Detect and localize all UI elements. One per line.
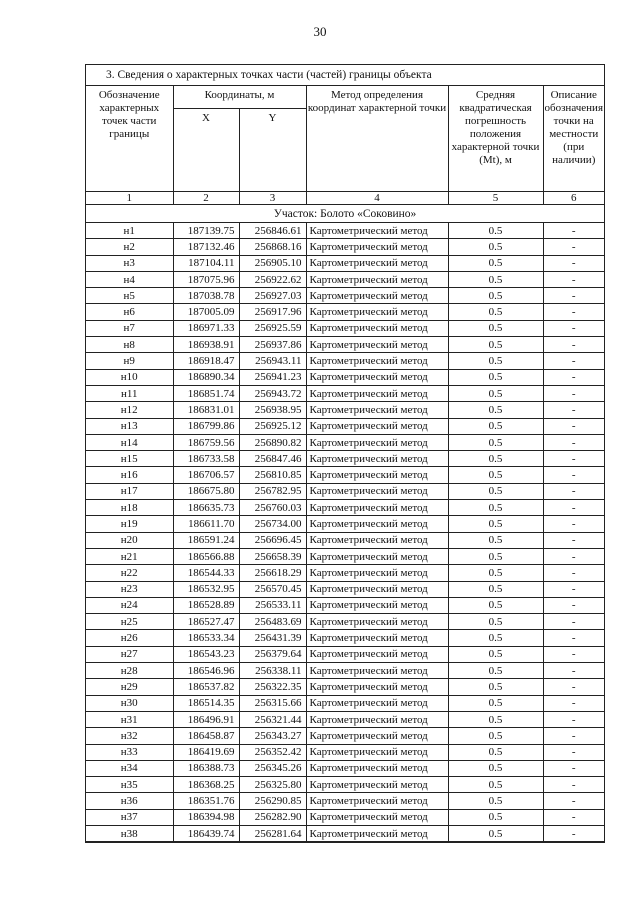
accuracy-cell: 0.5 bbox=[448, 304, 543, 320]
point-id-cell: н11 bbox=[86, 385, 173, 401]
coord-x-cell: 186419.69 bbox=[173, 744, 239, 760]
accuracy-cell: 0.5 bbox=[448, 614, 543, 630]
coord-y-cell: 256338.11 bbox=[239, 663, 306, 679]
point-id-cell: н8 bbox=[86, 337, 173, 353]
table-row bbox=[86, 663, 604, 679]
section-title: 3. Сведения о характерных точках части (частей) границы объекта bbox=[86, 65, 604, 86]
description-cell: - bbox=[543, 793, 604, 809]
accuracy-cell: 0.5 bbox=[448, 744, 543, 760]
accuracy-cell: 0.5 bbox=[448, 500, 543, 516]
point-id-cell: н36 bbox=[86, 793, 173, 809]
method-cell: Картометрический метод bbox=[306, 581, 448, 597]
header-coords: Координаты, м bbox=[173, 86, 306, 108]
point-id-cell: н12 bbox=[86, 402, 173, 418]
method-cell: Картометрический метод bbox=[306, 630, 448, 646]
method-cell: Картометрический метод bbox=[306, 223, 448, 239]
coord-x-cell: 186851.74 bbox=[173, 385, 239, 401]
method-cell: Картометрический метод bbox=[306, 434, 448, 450]
table-row bbox=[86, 695, 604, 711]
method-cell: Картометрический метод bbox=[306, 500, 448, 516]
point-id-cell: н10 bbox=[86, 369, 173, 385]
table-row bbox=[86, 565, 604, 581]
table-row bbox=[86, 288, 604, 304]
coord-x-cell: 186458.87 bbox=[173, 728, 239, 744]
table-row bbox=[86, 223, 604, 239]
header-x: X bbox=[173, 108, 239, 191]
accuracy-cell: 0.5 bbox=[448, 679, 543, 695]
method-cell: Картометрический метод bbox=[306, 728, 448, 744]
point-id-cell: н32 bbox=[86, 728, 173, 744]
description-cell: - bbox=[543, 402, 604, 418]
coord-y-cell: 256315.66 bbox=[239, 695, 306, 711]
boundary-points-section bbox=[85, 64, 605, 843]
coord-y-cell: 256938.95 bbox=[239, 402, 306, 418]
description-cell: - bbox=[543, 630, 604, 646]
point-id-cell: н17 bbox=[86, 483, 173, 499]
coord-x-cell: 186527.47 bbox=[173, 614, 239, 630]
coord-x-cell: 187132.46 bbox=[173, 239, 239, 255]
table-row bbox=[86, 744, 604, 760]
description-cell: - bbox=[543, 467, 604, 483]
table-row bbox=[86, 434, 604, 450]
description-cell: - bbox=[543, 728, 604, 744]
coord-y-cell: 256941.23 bbox=[239, 369, 306, 385]
coord-y-cell: 256281.64 bbox=[239, 825, 306, 841]
column-number: 3 bbox=[239, 192, 306, 205]
coord-y-cell: 256917.96 bbox=[239, 304, 306, 320]
point-id-cell: н31 bbox=[86, 711, 173, 727]
method-cell: Картометрический метод bbox=[306, 825, 448, 841]
coord-x-cell: 186394.98 bbox=[173, 809, 239, 825]
header-accuracy: Средняя квадратическая погрешность положения характерной точки (Mt), м bbox=[448, 86, 543, 192]
coord-x-cell: 187038.78 bbox=[173, 288, 239, 304]
description-cell: - bbox=[543, 760, 604, 776]
table-row bbox=[86, 255, 604, 271]
description-cell: - bbox=[543, 385, 604, 401]
coord-y-cell: 256847.46 bbox=[239, 451, 306, 467]
accuracy-cell: 0.5 bbox=[448, 402, 543, 418]
header-method: Метод определения координат характерной точки bbox=[306, 86, 448, 192]
point-id-cell: н18 bbox=[86, 500, 173, 516]
point-id-cell: н20 bbox=[86, 532, 173, 548]
coord-y-cell: 256937.86 bbox=[239, 337, 306, 353]
description-cell: - bbox=[543, 271, 604, 287]
coord-x-cell: 186566.88 bbox=[173, 548, 239, 564]
method-cell: Картометрический метод bbox=[306, 793, 448, 809]
description-cell: - bbox=[543, 825, 604, 841]
coord-x-cell: 186675.80 bbox=[173, 483, 239, 499]
coord-x-cell: 186799.86 bbox=[173, 418, 239, 434]
coord-y-cell: 256734.00 bbox=[239, 516, 306, 532]
accuracy-cell: 0.5 bbox=[448, 777, 543, 793]
coord-x-cell: 186537.82 bbox=[173, 679, 239, 695]
coord-y-cell: 256905.10 bbox=[239, 255, 306, 271]
coord-y-cell: 256943.11 bbox=[239, 353, 306, 369]
accuracy-cell: 0.5 bbox=[448, 418, 543, 434]
accuracy-cell: 0.5 bbox=[448, 597, 543, 613]
table-row bbox=[86, 793, 604, 809]
coord-y-cell: 256533.11 bbox=[239, 597, 306, 613]
coord-x-cell: 186635.73 bbox=[173, 500, 239, 516]
coord-x-cell: 186532.95 bbox=[173, 581, 239, 597]
coord-x-cell: 187005.09 bbox=[173, 304, 239, 320]
point-id-cell: н16 bbox=[86, 467, 173, 483]
table-row bbox=[86, 728, 604, 744]
coord-x-cell: 186706.57 bbox=[173, 467, 239, 483]
coord-y-cell: 256890.82 bbox=[239, 434, 306, 450]
method-cell: Картометрический метод bbox=[306, 777, 448, 793]
coord-x-cell: 186591.24 bbox=[173, 532, 239, 548]
method-cell: Картометрический метод bbox=[306, 663, 448, 679]
accuracy-cell: 0.5 bbox=[448, 353, 543, 369]
method-cell: Картометрический метод bbox=[306, 711, 448, 727]
coord-y-cell: 256290.85 bbox=[239, 793, 306, 809]
description-cell: - bbox=[543, 809, 604, 825]
accuracy-cell: 0.5 bbox=[448, 467, 543, 483]
coord-x-cell: 186528.89 bbox=[173, 597, 239, 613]
column-number: 5 bbox=[448, 192, 543, 205]
table-row bbox=[86, 402, 604, 418]
description-cell: - bbox=[543, 744, 604, 760]
table-row bbox=[86, 548, 604, 564]
table-row bbox=[86, 760, 604, 776]
point-id-cell: н34 bbox=[86, 760, 173, 776]
accuracy-cell: 0.5 bbox=[448, 239, 543, 255]
coord-x-cell: 186938.91 bbox=[173, 337, 239, 353]
method-cell: Картометрический метод bbox=[306, 337, 448, 353]
method-cell: Картометрический метод bbox=[306, 271, 448, 287]
coord-y-cell: 256321.44 bbox=[239, 711, 306, 727]
accuracy-cell: 0.5 bbox=[448, 825, 543, 841]
table-row bbox=[86, 337, 604, 353]
accuracy-cell: 0.5 bbox=[448, 793, 543, 809]
coord-y-cell: 256343.27 bbox=[239, 728, 306, 744]
description-cell: - bbox=[543, 711, 604, 727]
accuracy-cell: 0.5 bbox=[448, 288, 543, 304]
accuracy-cell: 0.5 bbox=[448, 255, 543, 271]
coord-y-cell: 256379.64 bbox=[239, 646, 306, 662]
table-row bbox=[86, 614, 604, 630]
coord-y-cell: 256658.39 bbox=[239, 548, 306, 564]
table-row bbox=[86, 711, 604, 727]
description-cell: - bbox=[543, 304, 604, 320]
coord-y-cell: 256570.45 bbox=[239, 581, 306, 597]
method-cell: Картометрический метод bbox=[306, 679, 448, 695]
method-cell: Картометрический метод bbox=[306, 288, 448, 304]
accuracy-cell: 0.5 bbox=[448, 565, 543, 581]
method-cell: Картометрический метод bbox=[306, 548, 448, 564]
description-cell: - bbox=[543, 255, 604, 271]
method-cell: Картометрический метод bbox=[306, 760, 448, 776]
description-cell: - bbox=[543, 483, 604, 499]
method-cell: Картометрический метод bbox=[306, 402, 448, 418]
description-cell: - bbox=[543, 695, 604, 711]
table-row bbox=[86, 581, 604, 597]
coord-y-cell: 256325.80 bbox=[239, 777, 306, 793]
point-id-cell: н13 bbox=[86, 418, 173, 434]
table-row bbox=[86, 516, 604, 532]
accuracy-cell: 0.5 bbox=[448, 663, 543, 679]
accuracy-cell: 0.5 bbox=[448, 451, 543, 467]
header-point: Обозначение характерных точек части границы bbox=[86, 86, 173, 192]
point-id-cell: н30 bbox=[86, 695, 173, 711]
coord-y-cell: 256345.26 bbox=[239, 760, 306, 776]
coord-y-cell: 256868.16 bbox=[239, 239, 306, 255]
coord-x-cell: 186733.58 bbox=[173, 451, 239, 467]
coord-y-cell: 256922.62 bbox=[239, 271, 306, 287]
accuracy-cell: 0.5 bbox=[448, 320, 543, 336]
accuracy-cell: 0.5 bbox=[448, 581, 543, 597]
method-cell: Картометрический метод bbox=[306, 744, 448, 760]
table-row bbox=[86, 597, 604, 613]
method-cell: Картометрический метод bbox=[306, 646, 448, 662]
coord-x-cell: 186890.34 bbox=[173, 369, 239, 385]
description-cell: - bbox=[543, 679, 604, 695]
coord-y-cell: 256483.69 bbox=[239, 614, 306, 630]
point-id-cell: н28 bbox=[86, 663, 173, 679]
header-description: Описание обозначения точки на местности (при наличии) bbox=[543, 86, 604, 192]
description-cell: - bbox=[543, 663, 604, 679]
point-id-cell: н4 bbox=[86, 271, 173, 287]
accuracy-cell: 0.5 bbox=[448, 532, 543, 548]
coord-y-cell: 256760.03 bbox=[239, 500, 306, 516]
point-id-cell: н3 bbox=[86, 255, 173, 271]
accuracy-cell: 0.5 bbox=[448, 516, 543, 532]
method-cell: Картометрический метод bbox=[306, 565, 448, 581]
coord-x-cell: 186439.74 bbox=[173, 825, 239, 841]
method-cell: Картометрический метод bbox=[306, 304, 448, 320]
coord-x-cell: 186543.23 bbox=[173, 646, 239, 662]
parcel-title: Участок: Болото «Соковино» bbox=[86, 205, 604, 223]
column-number: 4 bbox=[306, 192, 448, 205]
coord-x-cell: 186388.73 bbox=[173, 760, 239, 776]
description-cell: - bbox=[543, 777, 604, 793]
accuracy-cell: 0.5 bbox=[448, 271, 543, 287]
table-row bbox=[86, 353, 604, 369]
table-row bbox=[86, 239, 604, 255]
method-cell: Картометрический метод bbox=[306, 516, 448, 532]
accuracy-cell: 0.5 bbox=[448, 548, 543, 564]
method-cell: Картометрический метод bbox=[306, 239, 448, 255]
description-cell: - bbox=[543, 532, 604, 548]
point-id-cell: н22 bbox=[86, 565, 173, 581]
accuracy-cell: 0.5 bbox=[448, 809, 543, 825]
coord-y-cell: 256352.42 bbox=[239, 744, 306, 760]
coord-x-cell: 186533.34 bbox=[173, 630, 239, 646]
accuracy-cell: 0.5 bbox=[448, 337, 543, 353]
coord-y-cell: 256925.12 bbox=[239, 418, 306, 434]
point-id-cell: н9 bbox=[86, 353, 173, 369]
method-cell: Картометрический метод bbox=[306, 532, 448, 548]
coord-y-cell: 256282.90 bbox=[239, 809, 306, 825]
accuracy-cell: 0.5 bbox=[448, 434, 543, 450]
table-row bbox=[86, 630, 604, 646]
table-row bbox=[86, 825, 604, 841]
coord-y-cell: 256927.03 bbox=[239, 288, 306, 304]
point-id-cell: н6 bbox=[86, 304, 173, 320]
coord-x-cell: 187104.11 bbox=[173, 255, 239, 271]
table-row bbox=[86, 320, 604, 336]
table-row bbox=[86, 451, 604, 467]
method-cell: Картометрический метод bbox=[306, 451, 448, 467]
description-cell: - bbox=[543, 337, 604, 353]
coord-x-cell: 186544.33 bbox=[173, 565, 239, 581]
description-cell: - bbox=[543, 320, 604, 336]
column-number: 6 bbox=[543, 192, 604, 205]
table-row bbox=[86, 304, 604, 320]
description-cell: - bbox=[543, 353, 604, 369]
table-row bbox=[86, 385, 604, 401]
point-id-cell: н29 bbox=[86, 679, 173, 695]
method-cell: Картометрический метод bbox=[306, 483, 448, 499]
description-cell: - bbox=[543, 369, 604, 385]
point-id-cell: н2 bbox=[86, 239, 173, 255]
description-cell: - bbox=[543, 434, 604, 450]
table-row bbox=[86, 483, 604, 499]
method-cell: Картометрический метод bbox=[306, 695, 448, 711]
method-cell: Картометрический метод bbox=[306, 353, 448, 369]
method-cell: Картометрический метод bbox=[306, 614, 448, 630]
coord-y-cell: 256846.61 bbox=[239, 223, 306, 239]
description-cell: - bbox=[543, 516, 604, 532]
accuracy-cell: 0.5 bbox=[448, 728, 543, 744]
description-cell: - bbox=[543, 548, 604, 564]
coord-x-cell: 186759.56 bbox=[173, 434, 239, 450]
column-numbers-row bbox=[86, 192, 604, 205]
table-row bbox=[86, 809, 604, 825]
table-row bbox=[86, 500, 604, 516]
point-id-cell: н23 bbox=[86, 581, 173, 597]
point-id-cell: н7 bbox=[86, 320, 173, 336]
method-cell: Картометрический метод bbox=[306, 255, 448, 271]
point-id-cell: н35 bbox=[86, 777, 173, 793]
points-body bbox=[86, 223, 604, 842]
point-id-cell: н14 bbox=[86, 434, 173, 450]
coord-y-cell: 256943.72 bbox=[239, 385, 306, 401]
accuracy-cell: 0.5 bbox=[448, 369, 543, 385]
point-id-cell: н21 bbox=[86, 548, 173, 564]
boundary-points-table bbox=[86, 86, 604, 842]
method-cell: Картометрический метод bbox=[306, 597, 448, 613]
point-id-cell: н19 bbox=[86, 516, 173, 532]
coord-y-cell: 256810.85 bbox=[239, 467, 306, 483]
method-cell: Картометрический метод bbox=[306, 369, 448, 385]
point-id-cell: н37 bbox=[86, 809, 173, 825]
coord-x-cell: 186831.01 bbox=[173, 402, 239, 418]
description-cell: - bbox=[543, 565, 604, 581]
accuracy-cell: 0.5 bbox=[448, 223, 543, 239]
coord-x-cell: 186351.76 bbox=[173, 793, 239, 809]
point-id-cell: н26 bbox=[86, 630, 173, 646]
accuracy-cell: 0.5 bbox=[448, 646, 543, 662]
coord-x-cell: 186368.25 bbox=[173, 777, 239, 793]
coord-y-cell: 256696.45 bbox=[239, 532, 306, 548]
table-row bbox=[86, 679, 604, 695]
accuracy-cell: 0.5 bbox=[448, 630, 543, 646]
coord-x-cell: 186971.33 bbox=[173, 320, 239, 336]
table-row bbox=[86, 369, 604, 385]
accuracy-cell: 0.5 bbox=[448, 711, 543, 727]
description-cell: - bbox=[543, 239, 604, 255]
accuracy-cell: 0.5 bbox=[448, 385, 543, 401]
table-row bbox=[86, 777, 604, 793]
table-row bbox=[86, 271, 604, 287]
point-id-cell: н5 bbox=[86, 288, 173, 304]
column-number: 1 bbox=[86, 192, 173, 205]
method-cell: Картометрический метод bbox=[306, 385, 448, 401]
accuracy-cell: 0.5 bbox=[448, 695, 543, 711]
description-cell: - bbox=[543, 597, 604, 613]
description-cell: - bbox=[543, 288, 604, 304]
coord-x-cell: 186546.96 bbox=[173, 663, 239, 679]
coord-x-cell: 186514.35 bbox=[173, 695, 239, 711]
coord-y-cell: 256431.39 bbox=[239, 630, 306, 646]
point-id-cell: н38 bbox=[86, 825, 173, 841]
coord-x-cell: 186496.91 bbox=[173, 711, 239, 727]
point-id-cell: н1 bbox=[86, 223, 173, 239]
description-cell: - bbox=[543, 451, 604, 467]
description-cell: - bbox=[543, 646, 604, 662]
page-number: 30 bbox=[313, 24, 327, 39]
coord-x-cell: 187075.96 bbox=[173, 271, 239, 287]
column-number: 2 bbox=[173, 192, 239, 205]
coord-y-cell: 256782.95 bbox=[239, 483, 306, 499]
point-id-cell: н33 bbox=[86, 744, 173, 760]
table-row bbox=[86, 532, 604, 548]
method-cell: Картометрический метод bbox=[306, 418, 448, 434]
description-cell: - bbox=[543, 223, 604, 239]
description-cell: - bbox=[543, 418, 604, 434]
coord-x-cell: 186611.70 bbox=[173, 516, 239, 532]
point-id-cell: н25 bbox=[86, 614, 173, 630]
point-id-cell: н24 bbox=[86, 597, 173, 613]
description-cell: - bbox=[543, 614, 604, 630]
description-cell: - bbox=[543, 500, 604, 516]
table-row bbox=[86, 467, 604, 483]
point-id-cell: н27 bbox=[86, 646, 173, 662]
coord-y-cell: 256925.59 bbox=[239, 320, 306, 336]
method-cell: Картометрический метод bbox=[306, 809, 448, 825]
header-y: Y bbox=[239, 108, 306, 191]
description-cell: - bbox=[543, 581, 604, 597]
accuracy-cell: 0.5 bbox=[448, 760, 543, 776]
method-cell: Картометрический метод bbox=[306, 467, 448, 483]
method-cell: Картометрический метод bbox=[306, 320, 448, 336]
point-id-cell: н15 bbox=[86, 451, 173, 467]
coord-y-cell: 256618.29 bbox=[239, 565, 306, 581]
coord-x-cell: 186918.47 bbox=[173, 353, 239, 369]
coord-y-cell: 256322.35 bbox=[239, 679, 306, 695]
table-row bbox=[86, 646, 604, 662]
coord-x-cell: 187139.75 bbox=[173, 223, 239, 239]
accuracy-cell: 0.5 bbox=[448, 483, 543, 499]
table-row bbox=[86, 418, 604, 434]
